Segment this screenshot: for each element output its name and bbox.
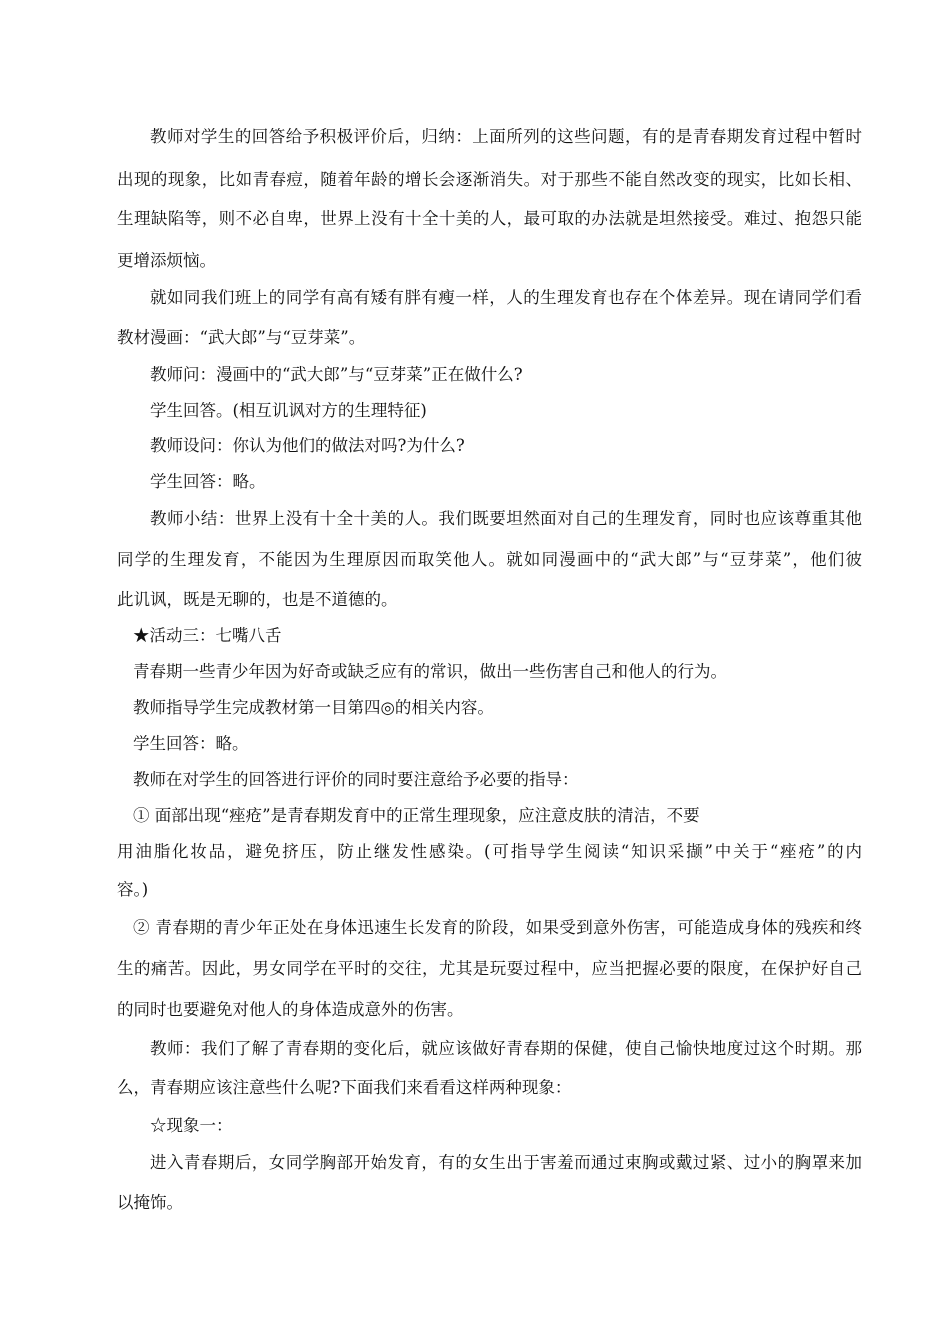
guidance-item-1-line-3: 容。) <box>117 880 149 899</box>
phenomenon-one-text-line-1: 进入青春期后，女同学胸部开始发育，有的女生出于害羞而通过束胸或戴过紧、过小的胸罩来加 <box>150 1153 862 1172</box>
paragraph-summary-line-2: 出现的现象，比如青春痘，随着年龄的增长会逐渐消失。对于那些不能自然改变的现实，比如长相、 <box>117 170 862 189</box>
student-answer: 学生回答。(相互讥讽对方的生理特征) <box>150 401 427 420</box>
teacher-follow-up-question: 教师设问：你认为他们的做法对吗?为什么? <box>150 436 465 455</box>
paragraph-individual-difference-line-2: 教材漫画：“武大郎”与“豆芽菜”。 <box>117 328 366 347</box>
teacher-conclusion-line-1: 教师小结：世界上没有十全十美的人。我们既要坦然面对自己的生理发育，同时也应该尊重其他 <box>150 509 862 528</box>
guidance-item-1-line-2: 用油脂化妆品，避免挤压，防止继发性感染。(可指导学生阅读“知识采撷”中关于“痤疮”的内 <box>117 842 862 861</box>
student-answer-omitted-2: 学生回答：略。 <box>133 734 249 753</box>
teacher-guidance: 教师指导学生完成教材第一目第四◎的相关内容。 <box>133 698 494 717</box>
paragraph-summary-line-4: 更增添烦恼。 <box>117 251 216 270</box>
phenomenon-one-heading: ☆现象一： <box>150 1116 233 1135</box>
teacher-conclusion-line-3: 此讥讽，既是无聊的，也是不道德的。 <box>117 590 398 609</box>
guidance-item-2-line-3: 的同时也要避免对他人的身体造成意外的伤害。 <box>117 1000 464 1019</box>
paragraph-individual-difference-line-1: 就如同我们班上的同学有高有矮有胖有瘦一样，人的生理发育也存在个体差异。现在请同学们看 <box>150 288 862 307</box>
guidance-item-1-line-1: ① 面部出现“痤疮”是青春期发育中的正常生理现象，应注意皮肤的清洁，不要 <box>133 806 700 825</box>
paragraph-summary-line-1: 教师对学生的回答给予积极评价后，归纳：上面所列的这些问题，有的是青春期发育过程中暂时 <box>150 127 862 146</box>
teacher-conclusion-line-2: 同学的生理发育，不能因为生理原因而取笑他人。就如同漫画中的“武大郎”与“豆芽菜”，他们彼 <box>117 550 862 569</box>
teacher-transition-line-2: 么，青春期应该注意些什么呢?下面我们来看看这样两种现象： <box>117 1078 572 1097</box>
phenomenon-one-text-line-2: 以掩饰。 <box>117 1193 183 1212</box>
teacher-transition-line-1: 教师：我们了解了青春期的变化后，就应该做好青春期的保健，使自己愉快地度过这个时期。那 <box>150 1039 862 1058</box>
teacher-question: 教师问：漫画中的“武大郎”与“豆芽菜”正在做什么? <box>150 365 523 384</box>
activity-three-intro: 青春期一些青少年因为好奇或缺乏应有的常识，做出一些伤害自己和他人的行为。 <box>133 662 727 681</box>
guidance-item-2-line-1: ② 青春期的青少年正处在身体迅速生长发育的阶段，如果受到意外伤害，可能造成身体的残疾和终 <box>133 918 862 937</box>
paragraph-summary-line-3: 生理缺陷等，则不必自卑，世界上没有十全十美的人，最可取的办法就是坦然接受。难过、抱怨只能 <box>117 209 862 228</box>
activity-three-heading: ★活动三：七嘴八舌 <box>133 626 282 645</box>
guidance-item-2-line-2: 生的痛苦。因此，男女同学在平时的交往，尤其是玩耍过程中，应当把握必要的限度，在保护好自己 <box>117 959 862 978</box>
student-answer-omitted: 学生回答：略。 <box>150 472 266 491</box>
teacher-evaluation-note: 教师在对学生的回答进行评价的同时要注意给予必要的指导： <box>133 770 579 789</box>
